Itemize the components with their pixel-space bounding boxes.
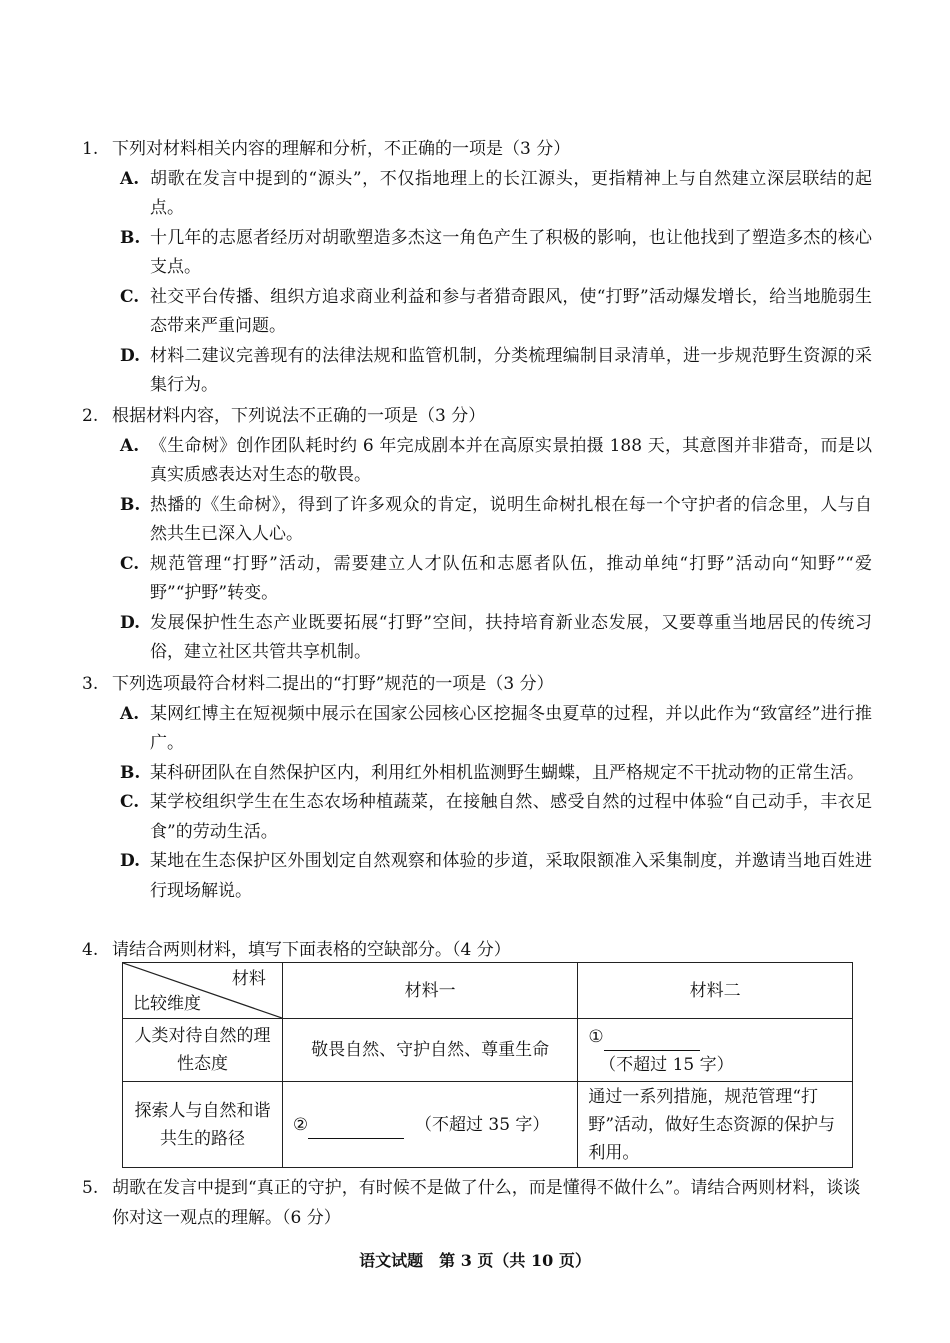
option-letter: A. <box>120 435 140 456</box>
option-b <box>120 759 872 789</box>
blank-marker: ① <box>588 1026 604 1047</box>
option-letter: B. <box>120 494 141 515</box>
fill-in-blank[interactable] <box>308 1110 404 1139</box>
option-text: 规范管理“打野”活动，需要建立人才队伍和志愿者队伍，推动单纯“打野”活动向“知野”“爱野”“护野”转变。 <box>150 553 872 603</box>
header-material-label: 材料 <box>231 969 266 989</box>
blank-marker: ② <box>292 1115 309 1135</box>
option-letter: D. <box>120 612 141 633</box>
row-cell-material-two: 通过一系列措施，规范管理“打野”活动，做好生态资源的保护与利用。 <box>578 1082 853 1168</box>
option-letter: C. <box>120 286 140 307</box>
option-text: 某网红博主在短视频中展示在国家公园核心区挖掘冬虫夏草的过程，并以此作为“致富经”进行推广。 <box>150 703 872 753</box>
question-stem: 下列对材料相关内容的理解和分析，不正确的一项是（3 分） <box>112 139 571 159</box>
row-cell-material-one: 敬畏自然、守护自然、尊重生命 <box>282 1019 577 1082</box>
question-number: 1. <box>82 139 99 159</box>
row-cell-material-one <box>282 1082 577 1168</box>
row-dimension: 探索人与自然和谐共生的路径 <box>123 1082 283 1168</box>
question-1 <box>82 135 872 401</box>
option-text: 社交平台传播、组织方追求商业利益和参与者猎奇跟风，使“打野”活动爆发增长，给当地脆弱生态带来严重问题。 <box>150 286 872 336</box>
option-text: 材料二建议完善现有的法律法规和监管机制，分类梳理编制目录清单，进一步规范野生资源的采集行为。 <box>150 345 872 395</box>
header-material-two: 材料二 <box>578 963 853 1019</box>
option-text: 十几年的志愿者经历对胡歌塑造多杰这一角色产生了积极的影响，也让他找到了塑造多杰的核心支点。 <box>150 227 872 277</box>
option-d <box>120 847 872 906</box>
header-material-one: 材料一 <box>282 963 577 1019</box>
question-3 <box>82 670 872 906</box>
question-5 <box>82 1174 872 1233</box>
question-stem: 请结合两则材料，填写下面表格的空缺部分。（4 分） <box>112 940 511 960</box>
question-number: 5. <box>82 1178 99 1198</box>
option-c <box>120 283 872 342</box>
option-letter: C. <box>120 792 140 812</box>
question-2 <box>82 402 872 668</box>
option-letter: D. <box>120 851 141 871</box>
option-letter: C. <box>120 553 140 574</box>
option-text: 某科研团队在自然保护区内，利用红外相机监测野生蝴蝶，且严格规定不干扰动物的正常生活。 <box>150 762 864 783</box>
option-text: 发展保护性生态产业既要拓展“打野”空间，扶持培育新业态发展，又要尊重当地居民的传统习俗，建立社区共管共享机制。 <box>150 612 872 662</box>
option-d <box>120 609 872 668</box>
question-number: 2. <box>82 406 99 426</box>
question-number: 4. <box>82 940 99 960</box>
question-stem: 根据材料内容，下列说法不正确的一项是（3 分） <box>112 406 486 426</box>
row-cell-material-two <box>578 1019 853 1082</box>
option-text: 某学校组织学生在生态农场种植蔬菜，在接触自然、感受自然的过程中体验“自己动手，丰衣足食”的劳动生活。 <box>150 792 872 842</box>
option-d <box>120 342 872 401</box>
option-letter: B. <box>120 762 141 783</box>
option-letter: A. <box>120 168 140 189</box>
question-number: 3. <box>82 674 99 694</box>
page-footer: 语文试题 第 3 页（共 10 页） <box>359 1251 591 1270</box>
question-stem: 胡歌在发言中提到“真正的守护，有时候不是做了什么，而是懂得不做什么”。请结合两则材料，谈谈你对这一观点的理解。（6 分） <box>112 1178 861 1228</box>
option-letter: B. <box>120 227 141 248</box>
option-letter: A. <box>120 703 140 724</box>
option-a <box>120 700 872 759</box>
row-dimension: 人类对待自然的理性态度 <box>123 1019 283 1082</box>
option-text: 《生命树》创作团队耗时约 6 年完成剧本并在高原实景拍摄 188 天，其意图并非猎奇，而是以真实质感表达对生态的敬畏。 <box>150 435 872 485</box>
option-letter: D. <box>120 345 141 366</box>
table-header-row <box>123 963 853 1019</box>
blank-limit-note: （不超过 15 字） <box>599 1054 734 1075</box>
option-b <box>120 491 872 550</box>
option-a <box>120 432 872 491</box>
option-a <box>120 165 872 224</box>
blank-limit-note: （不超过 35 字） <box>414 1115 550 1135</box>
question-stem: 下列选项最符合材料二提出的“打野”规范的一项是（3 分） <box>112 674 554 694</box>
header-dimension-label: 比较维度 <box>133 994 201 1014</box>
option-b <box>120 224 872 283</box>
option-c <box>120 788 872 847</box>
option-c <box>120 550 872 609</box>
option-text: 某地在生态保护区外围划定自然观察和体验的步道，采取限额准入采集制度，并邀请当地百姓进行现场解说。 <box>150 851 872 901</box>
diagonal-header-cell <box>123 963 283 1019</box>
table-row <box>123 1019 853 1082</box>
option-text: 胡歌在发言中提到的“源头”，不仅指地理上的长江源头，更指精神上与自然建立深层联结的起点。 <box>150 168 872 218</box>
option-text: 热播的《生命树》，得到了许多观众的肯定，说明生命树扎根在每一个守护者的信念里，人与自然共生已深入人心。 <box>150 494 872 544</box>
fill-in-blank[interactable] <box>604 1022 700 1051</box>
comparison-table <box>122 962 853 1168</box>
table-row <box>123 1082 853 1168</box>
